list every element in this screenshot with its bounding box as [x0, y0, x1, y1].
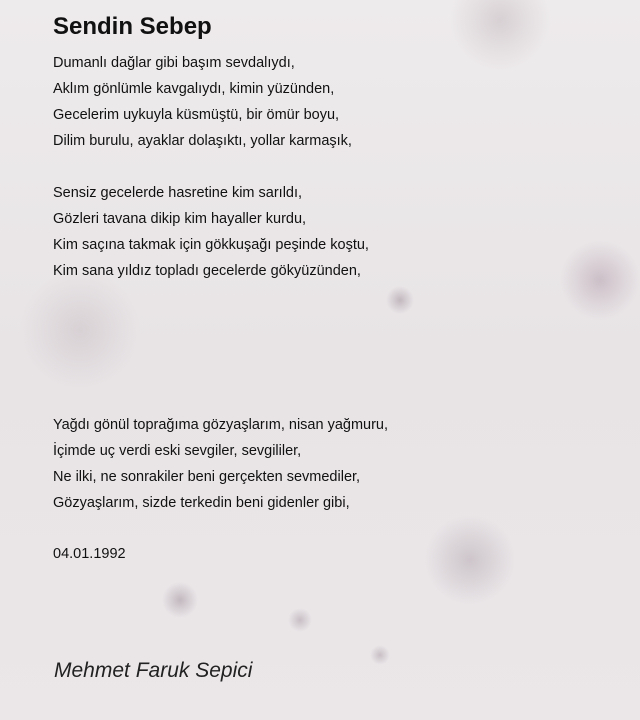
poem-line: Kim saçına takmak için gökkuşağı peşinde koştu,: [53, 237, 369, 253]
poem-date: 04.01.1992: [53, 546, 126, 562]
poem-line: Ne ilki, ne sonrakiler beni gerçekten sevmediler,: [53, 469, 361, 485]
poem-line: Sensiz gecelerde hasretine kim sarıldı,: [53, 185, 303, 201]
poem-line: Gecelerim uykuyla küsmüştü, bir ömür boyu,: [53, 107, 340, 123]
poem-line: Dilim burulu, ayaklar dolaşıktı, yollar karmaşık,: [53, 133, 352, 149]
poem-line: Gözleri tavana dikip kim hayaller kurdu,: [53, 211, 307, 227]
stanza-1: [53, 50, 352, 154]
poem-line: Kim sana yıldız topladı gecelerde gökyüzünden,: [53, 263, 361, 279]
stanza-2: [53, 180, 369, 284]
author-name: Mehmet Faruk Sepici: [54, 659, 253, 682]
poem-line: Yağdı gönül toprağıma gözyaşlarım, nisan yağmuru,: [53, 417, 389, 433]
poem-line: İçimde uç verdi eski sevgiler, sevgililer,: [53, 443, 302, 459]
poem-line: Dumanlı dağlar gibi başım sevdalıydı,: [53, 55, 295, 71]
poem-line: Aklım gönlümle kavgalıydı, kimin yüzünden,: [53, 81, 335, 97]
poem-line: Gözyaşlarım, sizde terkedin beni gidenler gibi,: [53, 495, 350, 511]
stanza-3: [53, 412, 388, 516]
poem-title: Sendin Sebep: [53, 13, 212, 40]
